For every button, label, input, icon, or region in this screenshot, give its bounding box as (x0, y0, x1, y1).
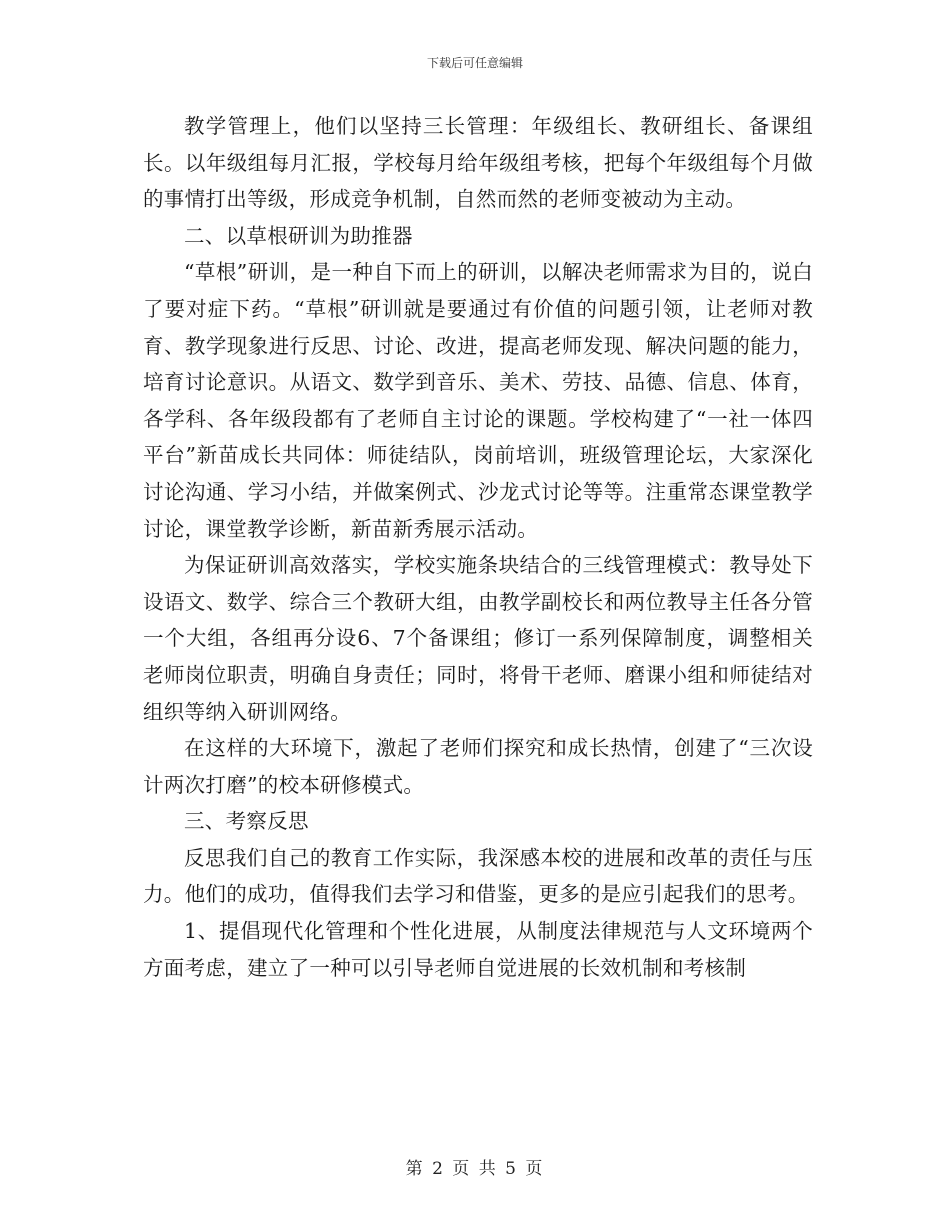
paragraph: “草根”研训，是一种自下而上的研训，以解决老师需求为目的，说白了要对症下药。“草根”研训就是要通过有价值的问题引领，让老师对教育、教学现象进行反思、讨论、改进，提高老师发现、解决问题的能力，培育讨论意识。从语文、数学到音乐、美术、劳技、品德、信息、体育，各学科、各年级段都有了老师自主讨论的课题。学校构建了“一社一体四平台”新苗成长共同体：师徒结队，岗前培训，班级管理论坛，大家深化讨论沟通、学习小结，并做案例式、沙龙式讨论等等。注重常态课堂教学讨论，课堂教学诊断，新苗新秀展示活动。 (143, 260, 813, 541)
page-footer: 第 2 页 共 5 页 (405, 1159, 545, 1179)
paragraph: 反思我们自己的教育工作实际，我深感本校的进展和改革的责任与压力。他们的成功，值得我们去学习和借鉴，更多的是应引起我们的思考。 (143, 845, 813, 907)
paragraph: 在这样的大环境下，激起了老师们探究和成长热情，创建了“三次设计两次打磨”的校本研修模式。 (143, 736, 813, 797)
paragraph: 教学管理上，他们以坚持三长管理：年级组长、教研组长、备课组长。以年级组每月汇报，学校每月给年级组考核，把每个年级组每个月做的事情打出等级，形成竞争机制，自然而然的老师变被动为主动。 (143, 114, 813, 212)
document-body (143, 108, 813, 986)
paragraph: 为保证研训高效落实，学校实施条块结合的三线管理模式：教导处下设语文、数学、综合三个教研大组，由教学副校长和两位教导主任各分管一个大组，各组再分设6、7个备课组；修订一系列保障制度，调整相关老师岗位职责，明确自身责任；同时，将骨干老师、磨课小组和师徒结对组织等纳入研训网络。 (143, 553, 813, 724)
page-header: 下载后可任意编辑 (426, 56, 523, 70)
section-heading: 三、考察反思 (184, 809, 309, 834)
section-heading: 二、以草根研训为助推器 (184, 223, 413, 248)
paragraph: 1、提倡现代化管理和个性化进展，从制度法律规范与人文环境两个方面考虑，建立了一种可以引导老师自觉进展的长效机制和考核制 (143, 919, 813, 980)
